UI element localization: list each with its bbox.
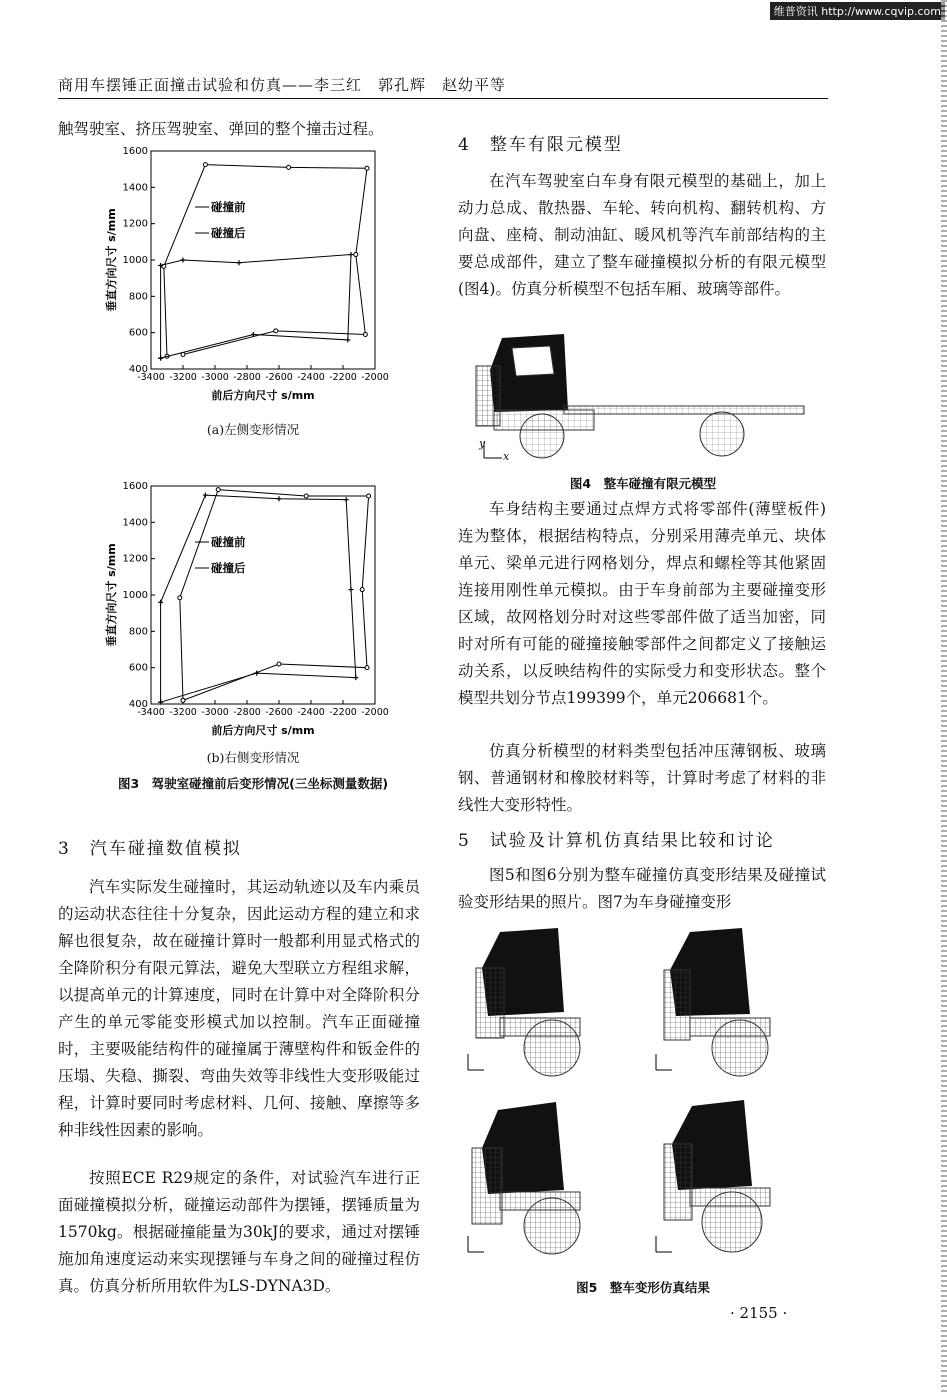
sec3-title: 3 汽车碰撞数值模拟 [58, 839, 242, 859]
sec5-title: 5 试验及计算机仿真结果比较和讨论 [458, 831, 775, 851]
fig5-panel-1 [468, 928, 580, 1076]
fig3a-ytick-label: 1400 [122, 182, 148, 194]
fig3a-legend-1: 碰撞前 [211, 200, 246, 214]
fig3b-series-1-point [277, 662, 281, 666]
fig3a-series-2-line [161, 255, 351, 359]
fig3a-xtick-label: -2800 [233, 372, 261, 383]
fig3a-series-1-point [274, 329, 278, 333]
sec5-para-1: 图5和图6分别为整车碰撞仿真变形结果及碰撞试验变形结果的照片。图7为车身碰撞变形 [458, 866, 826, 911]
fig3a-caption: (a)左侧变形情况 [206, 422, 300, 437]
fig3b-ytick-label: 400 [128, 699, 148, 710]
fig3b-series-1-point [304, 494, 308, 498]
fig3a-ytick-label: 1600 [122, 146, 148, 157]
fig3b-series-1-point [181, 698, 185, 702]
fig5-panel-4 [656, 1100, 770, 1252]
sec4-para-3: 仿真分析模型的材料类型包括冲压薄钢板、玻璃钢、普通钢材和橡胶材料等，计算时考虑了材料的非线性大变形特性。 [458, 742, 826, 814]
fig3b-ytick-label: 800 [128, 626, 148, 638]
sec3-para-2: 按照ECE R29规定的条件，对试验汽车进行正面碰撞模拟分析，碰撞运动部件为摆锤，摆锤质量为1570kg。根据碰撞能量为30kJ的要求，通过对摆锤施加角速度运动来实现摆锤与车身之间的碰撞过程仿真。仿真分析所用软件为LS-DYNA3D。 [58, 1169, 420, 1295]
watermark: 维普资讯 http://www.cqvip.com [770, 2, 945, 20]
page-number: · 2155 · [730, 1304, 788, 1322]
fig3b-xtick-label: -2600 [265, 707, 293, 718]
fig3b-xtick-label: -3200 [169, 707, 197, 718]
fig3b-xtick-label: -2800 [233, 707, 261, 718]
fig3b-xtick-label: -3400 [137, 707, 165, 718]
fig3a-series-2-point [345, 337, 350, 342]
fig3-caption: 图3 驾驶室碰撞前后变形情况(三坐标测量数据) [117, 776, 389, 791]
header-rule [58, 98, 828, 99]
fig3b-legend-2: 碰撞后 [211, 561, 246, 575]
fig3a-series-2-point [181, 258, 186, 263]
fig3b-series-1-point [360, 588, 364, 592]
fig3b-series-1-point [365, 666, 369, 670]
fig3a-series-2-point [158, 356, 163, 361]
fig5-panel-2 [656, 928, 770, 1076]
fig3a-xtick-label: -2400 [297, 372, 325, 383]
fig3a-xtick-label: -2000 [361, 372, 389, 383]
sec4-para-1: 在汽车驾驶室白车身有限元模型的基础上，加上动力总成、散热器、车轮、转向机构、翻转机构、方向盘、座椅、制动油缸、暖风机等汽车前部结构的主要总成部件，建立了整车碰撞模拟分析的有限元模型(图4)。仿真分析模型不包括车厢、玻璃等部件。 [458, 172, 826, 298]
fig3b-ytick-label: 1400 [122, 517, 148, 529]
fig3a-ytick-label: 400 [128, 364, 148, 375]
fig3b-xtick-label: -2400 [297, 707, 325, 718]
fig3b-xtick-label: -3000 [201, 707, 229, 718]
fig3a-ytick-label: 800 [128, 291, 148, 303]
scan-edge [941, 0, 947, 1394]
fig5-simulation-grid [460, 922, 830, 1272]
fig3b-chart [75, 480, 415, 745]
fig3a-ytick-label: 1200 [122, 218, 148, 230]
fig3b-ylabel: 垂直方向尺寸 s/mm [105, 543, 118, 647]
fig3b-xlabel: 前后方向尺寸 s/mm [211, 724, 315, 737]
fig3a-series-1-point [365, 166, 369, 170]
fig3a-series-1-point [354, 253, 358, 257]
fig3b-plot-frame [151, 486, 375, 704]
running-header: 商用车摆锤正面撞击试验和仿真——李三红 郭孔辉 赵幼平等 [58, 76, 507, 94]
fig3a-ytick-label: 1000 [122, 255, 148, 266]
fig3b-ytick-label: 1200 [122, 553, 148, 565]
fig3b-series-2-point [344, 497, 349, 502]
fig3b-series-2-line [161, 495, 356, 702]
fig3a-series-1-point [287, 165, 291, 169]
fig3a-chart [75, 145, 415, 410]
fig3a-series-1-point [203, 163, 207, 167]
fig3a-series-2-point [237, 260, 242, 265]
fig3a-legend-2: 碰撞后 [211, 226, 246, 240]
fig4-axis-x: x [503, 450, 510, 463]
fig3b-xtick-label: -2000 [361, 707, 389, 718]
fig4-caption: 图4 整车碰撞有限元模型 [569, 476, 717, 491]
fig3b-caption: (b)右侧变形情况 [206, 750, 300, 765]
sec4-title: 4 整车有限元模型 [458, 135, 623, 155]
fig3a-xtick-label: -3400 [137, 372, 165, 383]
fig3b-series-1-point [178, 596, 182, 600]
fig5-panel-3 [468, 1102, 580, 1254]
fig3b-series-2-point [203, 493, 208, 498]
fig3b-ytick-label: 1600 [122, 481, 148, 492]
fig5-caption: 图5 整车变形仿真结果 [576, 1280, 710, 1295]
fig3b-series-1-point [216, 488, 220, 492]
fig3a-series-1-point [363, 332, 367, 336]
fig3a-xtick-label: -3000 [201, 372, 229, 383]
sec3-para-1: 汽车实际发生碰撞时，其运动轨迹以及车内乘员的运动状态往往十分复杂，因此运动方程的建立和求解也很复杂，故在碰撞计算时一般都利用显式格式的全降阶积分有限元算法，避免大型联立方程组求解，以提高单元的计算速度，同时在计算中对全降阶积分产生的单元零能变形模式加以控制。汽车正面碰撞时，主要吸能结构件的碰撞属于薄壁构件和钣金件的压塌、失稳、撕裂、弯曲失效等非线性大变形吸能过程，计算时要同时考虑材料、几何、接触、摩擦等多种非线性因素的影响。 [58, 878, 420, 1139]
fig3b-series-2-point [349, 587, 354, 592]
intro-line: 触驾驶室、挤压驾驶室、弹回的整个撞击过程。 [58, 120, 384, 138]
fig3b-ytick-label: 600 [128, 662, 148, 674]
fig4-fe-model [472, 330, 812, 465]
fig3a-series-2-point [349, 252, 354, 257]
fig3a-xlabel: 前后方向尺寸 s/mm [211, 389, 315, 402]
fig3a-ylabel: 垂直方向尺寸 s/mm [105, 208, 118, 312]
fig3a-xtick-label: -3200 [169, 372, 197, 383]
fig3b-series-1-point [367, 494, 371, 498]
fig3b-legend-1: 碰撞前 [211, 535, 246, 549]
fig3b-ytick-label: 1000 [122, 590, 148, 601]
fig3b-series-2-point [277, 496, 282, 501]
fig3a-xtick-label: -2200 [329, 372, 357, 383]
fig3b-series-2-point [158, 600, 163, 605]
fig3b-series-2-point [353, 675, 358, 680]
sec4-para-2: 车身结构主要通过点焊方式将零部件(薄壁板件)连为整体，根据结构特点，分别采用薄壳单元、块体单元、梁单元进行网格划分，焊点和螺栓等其他紧固连接用刚性单元模拟。由于车身前部为主要碰撞变形区域，故网格划分时对这些零部件做了适当加密，同时对所有可能的碰撞接触零部件之间都定义了接触运动关系，以反映结构件的实际受力和变形状态。整个模型共划分节点199399个，单元206681个。 [458, 500, 826, 707]
fig3a-xtick-label: -2600 [265, 372, 293, 383]
fig3a-ytick-label: 600 [128, 327, 148, 339]
fig4-axis-y: y [479, 437, 486, 450]
fig3b-series-1-line [180, 490, 369, 701]
fig3b-xtick-label: -2200 [329, 707, 357, 718]
